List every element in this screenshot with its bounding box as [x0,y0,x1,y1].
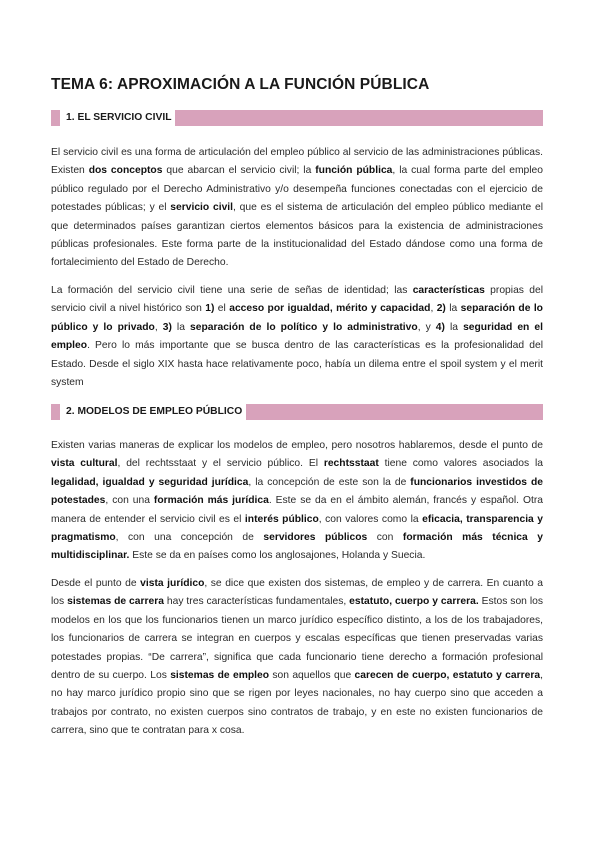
text-run: hay tres características fundamentales, [163,596,350,608]
text-run: la [444,321,464,333]
bold-text: vista jurídico [140,578,205,589]
bold-text: interés público [244,513,319,525]
text-run: , del rechtsstaat y el servicio público. El [117,458,324,470]
text-run: propias del servicio civil a nivel histórico son [51,285,544,315]
text-run: , con una concepción de [115,532,264,544]
text-run: son aquellos que [269,670,355,682]
bold-text: acceso por igualdad, mérito y capacidad [229,303,431,315]
heading-accent-fill [175,110,543,126]
section-heading-servicio-civil [51,110,543,126]
bold-text: carecen de cuerpo, estatuto y carrera [354,670,541,682]
bold-text: dos conceptos [88,165,163,177]
text-run: , [430,303,437,315]
text-run: , con una [105,495,154,507]
page-title: TEMA 6: APROXIMACIÓN A LA FUNCIÓN PÚBLICA [51,76,430,93]
section-heading-label: 2. MODELOS DE EMPLEO PÚBLICO [60,404,246,420]
section-heading-label: 1. EL SERVICIO CIVIL [60,110,175,126]
text-run: La formación del servicio civil tiene una serie de señas de identidad; las [51,285,413,296]
heading-accent-left [51,404,60,420]
bold-text: servicio civil [170,202,234,214]
text-run: El servicio civil es una forma de articulación del empleo público al servicio de las administraciones públicas. Existen [51,147,543,177]
text-run: . Pero lo más importante que se busca dentro de las características es la profesionalidad del Estado. Desde el siglo XIX hasta hace relativamente poco, había un dilema entre el spoil system y el merit system [51,340,543,389]
bold-text: sistemas de carrera [67,596,164,608]
bold-text: características [412,285,485,296]
text-run: , la concepción de este son la de [248,476,411,488]
text-run: con [367,532,403,544]
text-run: . Este se da en el ámbito alemán, francés y español. Otra manera de entender el servicio civil es el [51,495,543,525]
bold-text: rechtsstaat [323,458,379,470]
bold-text: función pública [315,165,393,177]
text-run: , que es el sistema de articulación del empleo público mediante el que determinados países garantizan ciertos elementos básicos para la existencia de administraciones públicas profesionales. Este forma parte de la institucionalidad del Estado dándose como una forma de fortalecimiento del Estado de Derecho. [51,202,544,269]
paragraph [51,437,543,566]
bold-text: eficacia, transparencia y pragmatismo [51,513,543,544]
bold-text: sistemas de empleo [170,670,270,682]
bold-text: servidores públicos [263,532,368,544]
bold-text: seguridad en el empleo [51,321,543,352]
text-run: la [171,321,190,333]
bold-text: separación de lo público y lo privado [51,303,543,333]
heading-accent-left [51,110,60,126]
paragraph [51,575,543,741]
text-run: tiene como valores asociados la [378,458,543,470]
paragraph [51,282,543,392]
text-run: , con valores como la [318,513,423,525]
bold-text: formación más técnica y multidisciplinar. [51,532,543,562]
text-run: , [154,321,163,333]
bold-text: formación más jurídica [153,495,269,507]
bold-text: 1) [205,303,215,315]
text-run: Existen varias maneras de explicar los modelos de empleo, pero nosotros hablaremos, desde el punto de [51,440,543,451]
heading-accent-fill [246,404,543,420]
text-run: que abarcan el servicio civil; la [162,165,316,177]
bold-text: funcionarios investidos de potestades [51,476,544,507]
bold-text: estatuto, cuerpo y carrera. [349,596,479,608]
bold-text: 4) [435,321,445,333]
paragraph [51,144,543,273]
text-run: , no hay marco jurídico propio sino que se rigen por leyes nacionales, no hay cuerpo sino que acceden a trabajos por contrato, no existen cuerpos sino contratos de trabajo, y en este no existen funcionarios de carrera, sino que te contratan para x cosa. [51,670,543,737]
bold-text: vista cultural [51,458,118,470]
text-run: , se dice que existen dos sistemas, de empleo y de carrera. En cuanto a los [51,578,543,608]
bold-text: legalidad, igualdad y seguridad jurídica [51,476,249,488]
text-run: Desde el punto de [51,578,141,589]
text-run: Estos son los modelos en los que los funcionarios tienen un marco jurídico específico distinto, a los de los trabajadores, los funcionarios de carrera se integran en cuerpos y escalas específicas que tienen preservadas varias potestades propias. “De carrera”, significa que cada funcionario tiene derecho a formación profesional dentro de su cuerpo. Los [51,596,543,682]
bold-text: 3) [162,321,172,333]
text-run: , la cual forma parte del empleo público regulado por el Derecho Administrativo y/o desempeña funciones conectadas con el ejercicio de potestades públicas; y el [51,165,544,214]
text-run: , y [417,321,436,333]
section-heading-modelos-empleo [51,404,543,420]
bold-text: 2) [436,303,446,315]
text-run: el [214,303,230,315]
text-run: la [445,303,461,315]
bold-text: separación de lo político y lo administrativo [190,321,418,333]
text-run: Este se da en países como los anglosajones, Holanda y Suecia. [129,550,426,562]
